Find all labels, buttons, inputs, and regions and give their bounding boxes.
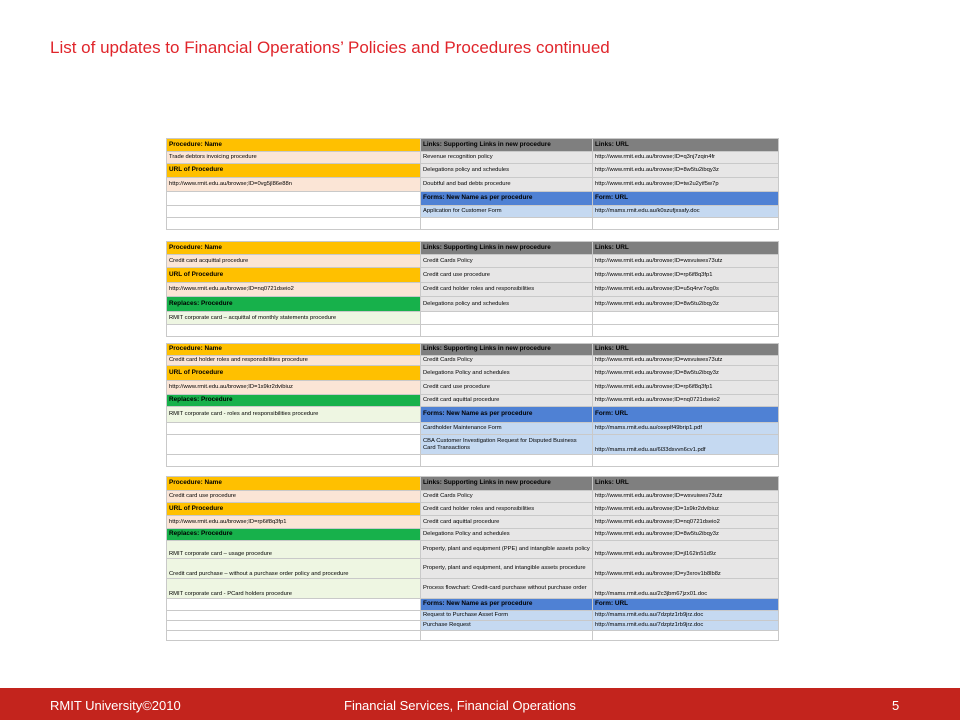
footer-copyright: RMIT University©2010 xyxy=(50,698,181,713)
footer-department: Financial Services, Financial Operations xyxy=(344,698,576,713)
link-url[interactable]: http://www.rmit.edu.au/browse;ID=rp6if8q3fp1 xyxy=(593,381,779,395)
procedure-name: Credit card acquittal procedure xyxy=(167,255,421,268)
link-url[interactable]: http://www.rmit.edu.au/browse;ID=8w5tu2ibqy3z xyxy=(593,366,779,381)
procedure-table-credit-card-use xyxy=(166,476,779,641)
empty-cell xyxy=(167,599,421,611)
empty-cell xyxy=(421,455,593,467)
empty-cell xyxy=(167,631,421,641)
link-url[interactable]: http://www.rmit.edu.au/browse;ID=1s9kr2dvibiuz xyxy=(593,503,779,516)
link-name[interactable]: Credit card use procedure xyxy=(421,381,593,395)
link-name[interactable]: Credit card holder roles and responsibilities xyxy=(421,283,593,297)
procedure-name-header: Procedure: Name xyxy=(167,344,421,356)
slide-title: List of updates to Financial Operations’ Policies and Procedures continued xyxy=(50,38,610,57)
procedure-name: Trade debtors invoicing procedure xyxy=(167,152,421,164)
replaced-procedure: RMIT corporate card - PCard holders procedure xyxy=(167,579,421,599)
replaces-procedure-header: Replaces: Procedure xyxy=(167,395,421,407)
link-url[interactable]: http://www.rmit.edu.au/browse;ID=8w5tu2ibqy3z xyxy=(593,164,779,178)
link-url[interactable]: http://www.rmit.edu.au/browse;ID=8w5tu2ibqy3z xyxy=(593,529,779,541)
link-name[interactable]: Credit card aquittal procedure xyxy=(421,395,593,407)
link-url[interactable]: http://www.rmit.edu.au/browse;ID=8w5tu2ibqy3z xyxy=(593,297,779,312)
link-name[interactable]: Property, plant and equipment, and intangible assets procedure xyxy=(421,559,593,579)
url-of-procedure-header: URL of Procedure xyxy=(167,268,421,283)
procedure-name-header: Procedure: Name xyxy=(167,139,421,152)
forms-header: Forms: New Name as per procedure xyxy=(421,599,593,611)
procedure-name-header: Procedure: Name xyxy=(167,477,421,491)
link-url[interactable]: http://www.rmit.edu.au/browse;ID=q3nj7zqin4fr xyxy=(593,152,779,164)
link-url[interactable]: http://www.rmit.edu.au/browse;ID=nq0721dseio2 xyxy=(593,395,779,407)
procedure-table-credit-card-holder-roles xyxy=(166,343,779,467)
form-url[interactable]: http://mams.rmit.edu.au/oxeplf49brip1.pdf xyxy=(593,423,779,435)
procedure-table-trade-debtors xyxy=(166,138,779,230)
empty-cell xyxy=(421,631,593,641)
link-url[interactable]: http://mams.rmit.edu.au/2c3jbm67jzx01.doc xyxy=(593,579,779,599)
form-name[interactable]: Cardholder Maintenance Form xyxy=(421,423,593,435)
link-name[interactable]: Process flowchart: Credit-card purchase without purchase order xyxy=(421,579,593,599)
form-name[interactable]: Request to Purchase Asset Form xyxy=(421,611,593,621)
link-url[interactable]: http://www.rmit.edu.au/browse;ID=wsvuiwes73utz xyxy=(593,491,779,503)
replaced-procedure: RMIT corporate card - roles and responsibilities procedure xyxy=(167,407,421,423)
empty-cell xyxy=(593,631,779,641)
link-name[interactable]: Property, plant and equipment (PPE) and intangible assets policy xyxy=(421,541,593,559)
links-url-header: Links: URL xyxy=(593,344,779,356)
link-url[interactable]: http://www.rmit.edu.au/browse;ID=u5q4rvr7og0s xyxy=(593,283,779,297)
empty-cell xyxy=(593,325,779,337)
links-header: Links: Supporting Links in new procedure xyxy=(421,477,593,491)
empty-cell xyxy=(167,435,421,455)
link-url[interactable]: http://www.rmit.edu.au/browse;ID=tw2u2yif5w7p xyxy=(593,178,779,192)
link-name[interactable]: Delegations Policy and schedules xyxy=(421,366,593,381)
link-name[interactable]: Credit Cards Policy xyxy=(421,491,593,503)
link-name[interactable]: Delegations policy and schedules xyxy=(421,297,593,312)
empty-cell xyxy=(167,218,421,230)
replaces-procedure-header: Replaces: Procedure xyxy=(167,529,421,541)
procedure-url[interactable]: http://www.rmit.edu.au/browse;ID=1s9kr2dvibiuz xyxy=(167,381,421,395)
replaced-procedure: RMIT corporate card – usage procedure xyxy=(167,541,421,559)
form-url-header: Form: URL xyxy=(593,599,779,611)
links-header: Links: Supporting Links in new procedure xyxy=(421,344,593,356)
procedure-url[interactable]: http://www.rmit.edu.au/browse;ID=0vg5jl86e88n xyxy=(167,178,421,192)
replaced-procedure: Credit card purchase – without a purchase order policy and procedure xyxy=(167,559,421,579)
form-url-header: Form: URL xyxy=(593,407,779,423)
empty-cell xyxy=(167,325,421,337)
form-url[interactable]: http://mams.rmit.edu.au/6l33dsvvn6cv1.pdf xyxy=(593,435,779,455)
link-name[interactable]: Doubtful and bad debts procedure xyxy=(421,178,593,192)
procedure-table-credit-card-acquittal xyxy=(166,241,779,337)
link-name[interactable]: Credit Cards Policy xyxy=(421,356,593,366)
empty-cell xyxy=(167,206,421,218)
link-name[interactable]: Credit card holder roles and responsibilities xyxy=(421,503,593,516)
link-url[interactable]: http://www.rmit.edu.au/browse;ID=wsvuiwes73utz xyxy=(593,356,779,366)
procedure-name-header: Procedure: Name xyxy=(167,242,421,255)
empty-cell xyxy=(167,192,421,206)
links-url-header: Links: URL xyxy=(593,242,779,255)
empty-cell xyxy=(593,218,779,230)
form-url[interactable]: http://mams.rmit.edu.au/7dzptz1rb9jrz.doc xyxy=(593,621,779,631)
forms-header: Forms: New Name as per procedure xyxy=(421,407,593,423)
link-name[interactable]: Credit card aquittal procedure xyxy=(421,516,593,529)
link-name[interactable]: Delegations policy and schedules xyxy=(421,164,593,178)
link-url[interactable]: http://www.rmit.edu.au/browse;ID=rp6if8q3fp1 xyxy=(593,268,779,283)
link-url[interactable]: http://www.rmit.edu.au/browse;ID=wsvuiwes73utz xyxy=(593,255,779,268)
empty-cell xyxy=(167,611,421,621)
form-url[interactable]: http://mams.rmit.edu.au/k0szufjxsafy.doc xyxy=(593,206,779,218)
empty-cell xyxy=(167,621,421,631)
form-url-header: Form: URL xyxy=(593,192,779,206)
url-of-procedure-header: URL of Procedure xyxy=(167,366,421,381)
procedure-name: Credit card use procedure xyxy=(167,491,421,503)
empty-cell xyxy=(167,423,421,435)
url-of-procedure-header: URL of Procedure xyxy=(167,164,421,178)
link-name[interactable]: Credit card use procedure xyxy=(421,268,593,283)
empty-cell xyxy=(421,325,593,337)
link-name[interactable]: Credit Cards Policy xyxy=(421,255,593,268)
link-url[interactable]: http://www.rmit.edu.au/browse;ID=y3xrov1b8lb8z xyxy=(593,559,779,579)
replaced-procedure: RMIT corporate card – acquittal of monthly statements procedure xyxy=(167,312,421,325)
empty-cell xyxy=(593,455,779,467)
links-url-header: Links: URL xyxy=(593,477,779,491)
links-header: Links: Supporting Links in new procedure xyxy=(421,139,593,152)
footer-bar xyxy=(0,688,960,720)
empty-cell xyxy=(421,218,593,230)
link-url[interactable]: http://www.rmit.edu.au/browse;ID=jl162in51d9z xyxy=(593,541,779,559)
form-name[interactable]: Application for Customer Form xyxy=(421,206,593,218)
links-header: Links: Supporting Links in new procedure xyxy=(421,242,593,255)
link-url[interactable]: http://www.rmit.edu.au/browse;ID=nq0721dseio2 xyxy=(593,516,779,529)
form-name[interactable]: Purchase Request xyxy=(421,621,593,631)
url-of-procedure-header: URL of Procedure xyxy=(167,503,421,516)
form-name[interactable]: CBA Customer Investigation Request for Disputed Business Card Transactions xyxy=(421,435,593,455)
procedure-name: Credit card holder roles and responsibilities procedure xyxy=(167,356,421,366)
link-name[interactable]: Revenue recognition policy xyxy=(421,152,593,164)
link-name[interactable]: Delegations Policy and schedules xyxy=(421,529,593,541)
form-url[interactable]: http://mams.rmit.edu.au/7dzptz1rb9jrz.doc xyxy=(593,611,779,621)
empty-cell xyxy=(421,312,593,325)
replaces-procedure-header: Replaces: Procedure xyxy=(167,297,421,312)
procedure-url[interactable]: http://www.rmit.edu.au/browse;ID=nq0721dseio2 xyxy=(167,283,421,297)
links-url-header: Links: URL xyxy=(593,139,779,152)
procedure-url[interactable]: http://www.rmit.edu.au/browse;ID=rp6if8q3fp1 xyxy=(167,516,421,529)
empty-cell xyxy=(167,455,421,467)
page-number: 5 xyxy=(892,698,900,713)
forms-header: Forms: New Name as per procedure xyxy=(421,192,593,206)
empty-cell xyxy=(593,312,779,325)
